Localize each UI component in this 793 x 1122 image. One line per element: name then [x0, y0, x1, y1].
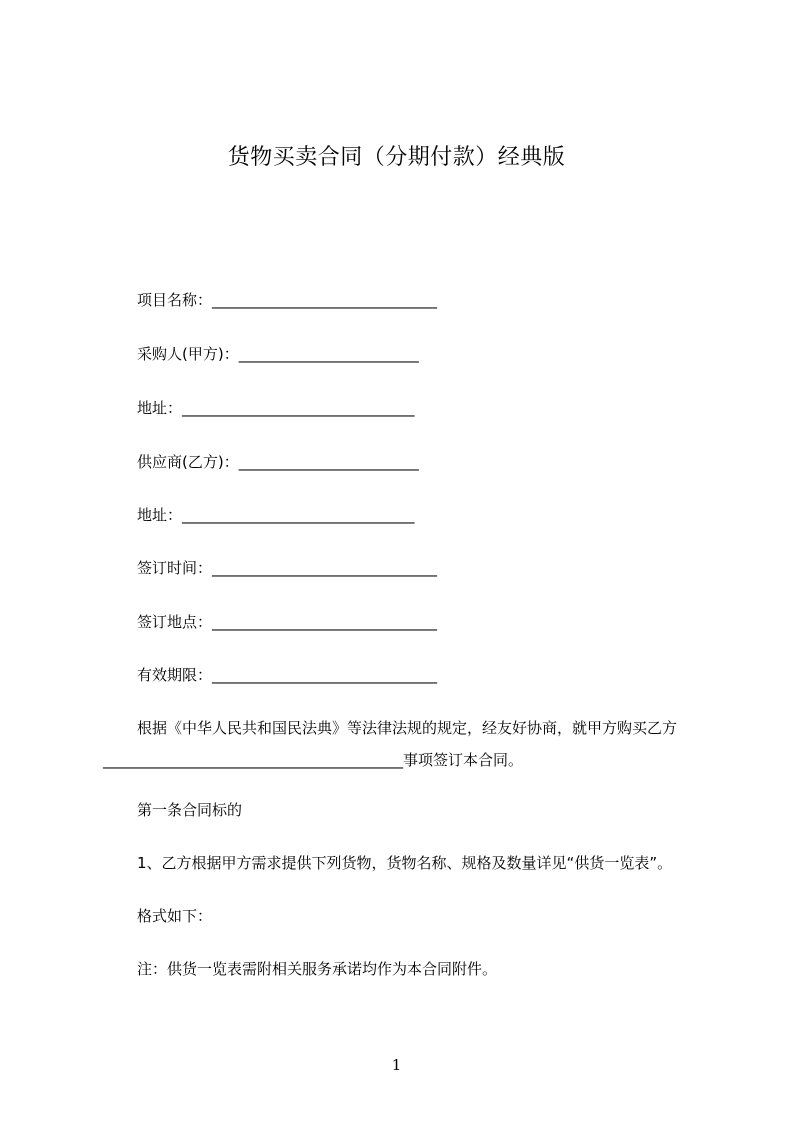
- field-label: 地址：: [137, 399, 183, 417]
- field-blank: _______________________________: [182, 399, 415, 417]
- field-blank: ______________________________: [212, 291, 438, 309]
- intro-paragraph: [103, 712, 723, 776]
- field-label: 有效期限：: [137, 666, 213, 684]
- field-blank: ______________________________: [212, 559, 438, 577]
- document-title: 货物买卖合同（分期付款）经典版: [227, 145, 566, 170]
- format-label: 格式如下：: [137, 907, 213, 925]
- intro-text-end: 事项签订本合同。: [403, 751, 524, 769]
- field-purchaser-address: [137, 398, 415, 418]
- page-number: 1: [391, 1056, 402, 1074]
- field-blank: _______________________________: [182, 506, 415, 524]
- field-label: 地址：: [137, 506, 183, 524]
- field-blank: ________________________: [238, 453, 419, 471]
- field-label: 签订地点：: [137, 613, 213, 631]
- field-label: 采购人(甲方)：: [137, 345, 239, 363]
- article-1-heading: 第一条合同标的: [137, 801, 243, 819]
- attachment-note: 注：供货一览表需附相关服务承诺均作为本合同附件。: [137, 960, 498, 978]
- field-signing-time: [137, 558, 437, 578]
- field-label: 项目名称：: [137, 291, 213, 309]
- field-purchaser: [137, 344, 419, 364]
- field-blank: ______________________________: [212, 613, 438, 631]
- field-validity-period: [137, 665, 437, 685]
- field-signing-place: [137, 612, 437, 632]
- field-blank: ________________________: [238, 345, 419, 363]
- field-label: 供应商(乙方)：: [137, 453, 239, 471]
- field-project-name: [137, 290, 437, 310]
- field-label: 签订时间：: [137, 559, 213, 577]
- intro-text: 根据《中华人民共和国民法典》等法律法规的规定，经友好协商，就甲方购买乙方: [137, 719, 678, 737]
- field-supplier: [137, 452, 419, 472]
- article-1-item-1: 1、乙方根据甲方需求提供下列货物，货物名称、规格及数量详见“供货一览表”。: [137, 854, 673, 872]
- intro-blank: ________________________________________: [103, 751, 403, 769]
- field-blank: ______________________________: [212, 666, 438, 684]
- field-supplier-address: [137, 505, 415, 525]
